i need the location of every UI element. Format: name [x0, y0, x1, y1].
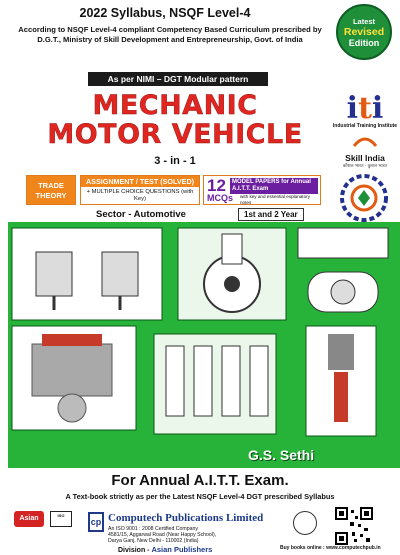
iti-logo-mark: iti: [346, 91, 384, 126]
model-papers-box: [203, 175, 321, 205]
badge-line-2: Revised: [343, 26, 385, 38]
compliance-line-2: D.G.T., Ministry of Skill Development and Entrepreneurship, Govt. of India: [37, 35, 303, 44]
iso-mark-icon: ISO: [50, 511, 72, 527]
pattern-banner: As per NIMI – DGT Modular pattern: [88, 72, 268, 86]
computech-logo-icon: cp: [88, 512, 104, 532]
skill-india-subtitle: कौशल भारत - कुशल भारत: [342, 163, 388, 168]
buy-online-text: Buy books online : www.computechpub.in: [280, 545, 381, 551]
division-label: Division -: [118, 547, 150, 554]
revised-edition-badge: [336, 4, 392, 60]
author-name: G.S. Sethi: [248, 447, 315, 463]
skill-india-swoosh-icon: [352, 136, 378, 148]
badge-line-3: Edition: [348, 38, 380, 48]
gear-emblem-icon: [338, 172, 390, 224]
assignment-box: [80, 175, 200, 205]
division-name: Asian Publishers: [151, 545, 213, 554]
assignment-note: + MULTIPLE CHOICE QUESTIONS (with Key): [86, 189, 194, 202]
iti-logo: [330, 91, 400, 129]
book-title-line-2: MOTOR VEHICLE: [47, 119, 303, 150]
publisher-address-2: Darya Ganj, New Delhi - 110002 (India): [108, 538, 199, 545]
mcqs-note: with key and essential explanatory notes: [240, 194, 310, 205]
asian-logo: Asian: [14, 511, 44, 527]
qr-code-icon: [334, 506, 374, 546]
publisher-iso: An ISO 9001 : 2008 Certified Company: [108, 526, 198, 532]
skill-india-label: Skill India: [345, 153, 385, 163]
illustration-panel: [8, 222, 400, 468]
compliance-text: [10, 25, 330, 45]
year-label: 1st and 2 Year: [238, 208, 304, 221]
badge-line-1: Latest: [352, 17, 376, 26]
model-papers-label: MODEL PAPERS for Annual A.I.T.T. Exam: [230, 178, 318, 194]
book-title-line-1: MECHANIC: [92, 90, 258, 121]
tagline: A Text-book strictly as per the Latest NSQF Level-4 DGT prescribed Syllabus: [65, 492, 335, 501]
format-label: 3 - in - 1: [154, 155, 196, 167]
publisher-name: Computech Publications Limited: [108, 512, 264, 524]
assignment-label: ASSIGNMENT / TEST (SOLVED): [81, 176, 199, 187]
publisher-address-1: 4581/15, Aggarwal Road (Near Happy School),: [108, 532, 217, 539]
iti-label: Industrial Training Institute: [332, 123, 398, 129]
model-count: 12: [207, 176, 226, 195]
engine-illustrations: [8, 222, 400, 468]
mcqs-label: MCQs: [207, 193, 234, 203]
syllabus-heading: 2022 Syllabus, NSQF Level-4: [79, 6, 251, 20]
publisher-address: [108, 526, 268, 545]
sector-label: Sector - Automotive: [96, 209, 186, 220]
skill-india-logo: [333, 135, 397, 169]
seal-icon: [293, 511, 317, 535]
division-line: [118, 545, 212, 554]
trade-theory-box: TRADE THEORY: [26, 175, 76, 205]
compliance-line-1: According to NSQF Level-4 compliant Competency Based Curriculum prescribed by: [18, 25, 322, 34]
exam-heading: For Annual A.I.T.T. Exam.: [111, 472, 289, 489]
